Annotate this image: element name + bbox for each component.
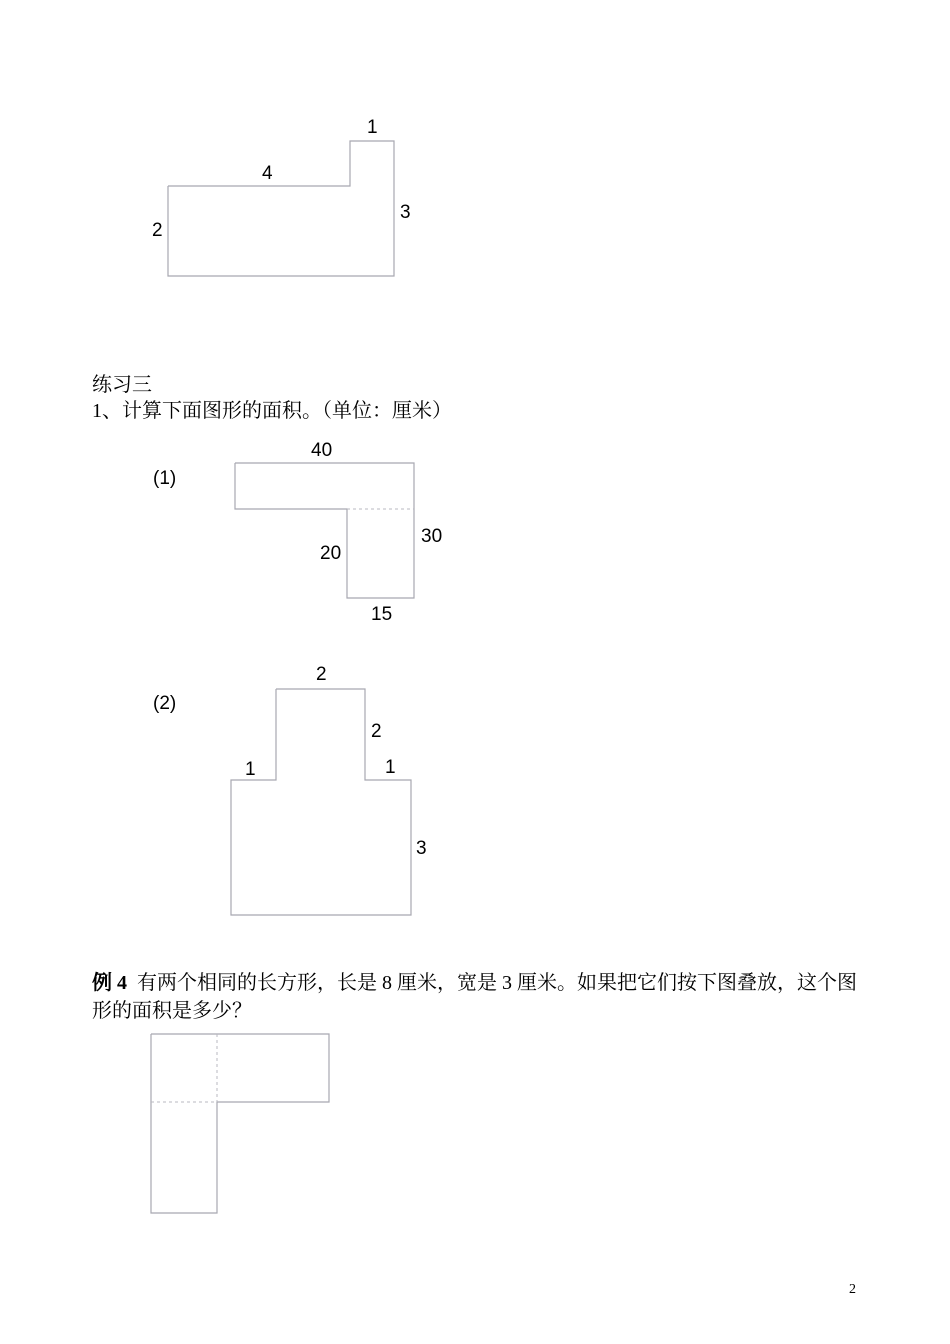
figure-example-overlap — [151, 1034, 329, 1213]
figure-part1-label-top: 40 — [311, 440, 333, 461]
figure-part1-label-inner: 20 — [320, 543, 342, 564]
figure-part2-label-left-ledge: 1 — [245, 759, 256, 780]
figure-part2-label-right-ledge: 1 — [385, 757, 396, 778]
example-prefix: 例 4 — [92, 972, 127, 994]
figure-part2-label-right: 3 — [416, 838, 427, 859]
figure-part1-label-right: 30 — [421, 526, 443, 547]
figure-part1-outline — [235, 463, 414, 598]
figure-part1-shape — [235, 440, 442, 625]
exercise-question: 1、计算下面图形的面积。（单位：厘米） — [92, 400, 452, 422]
example-text: 有两个相同的长方形，长是 8 厘米，宽是 3 厘米。如果把它们按下图叠放，这个图形的面积是多少？ — [92, 972, 857, 1022]
figure-part2-label-top: 2 — [316, 664, 327, 685]
figure-top-outline — [168, 141, 394, 276]
figure-top-label-top-small: 1 — [367, 117, 378, 138]
page-number: 2 — [849, 1282, 856, 1297]
exercise-title: 练习三 — [92, 374, 152, 396]
figure-top-label-left: 2 — [152, 220, 163, 241]
figure-part2-outline — [231, 689, 411, 915]
part2-tag: (2) — [153, 693, 177, 714]
figure-top-l-shape — [152, 117, 411, 276]
figure-part2-shape — [231, 664, 427, 915]
figure-part1-label-bottom: 15 — [371, 604, 393, 625]
figure-top-label-top-long: 4 — [262, 163, 273, 184]
figure-part2-label-step: 2 — [371, 721, 382, 742]
figure-top-label-right: 3 — [400, 202, 411, 223]
example-paragraph — [92, 969, 872, 1025]
figure-example-outline — [151, 1034, 329, 1213]
part1-tag: (1) — [153, 468, 177, 489]
